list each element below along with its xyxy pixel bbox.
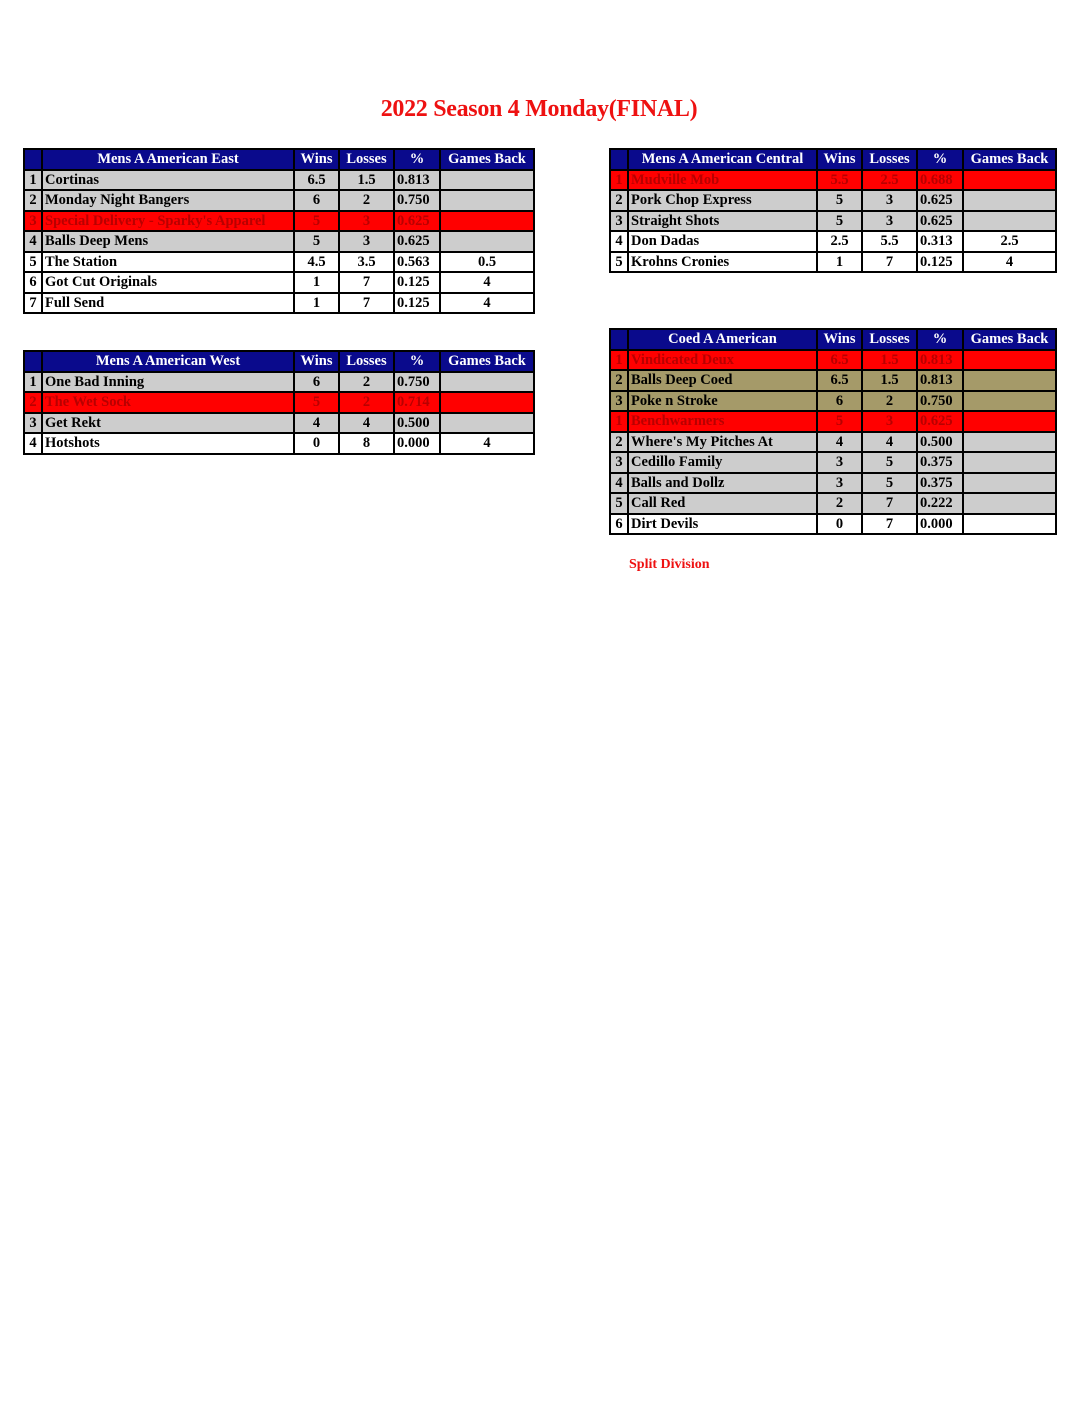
table-header xyxy=(24,351,534,372)
wins-cell: 6 xyxy=(817,391,862,412)
team-cell: Poke n Stroke xyxy=(628,391,817,412)
rank-cell: 1 xyxy=(24,372,42,393)
rank-cell: 5 xyxy=(610,252,628,273)
table-header xyxy=(24,149,534,170)
games-back-cell xyxy=(440,211,534,232)
table-row xyxy=(24,272,534,293)
standings-table-coed xyxy=(609,328,1057,535)
pct-cell: 0.625 xyxy=(394,211,440,232)
pct-cell: 0.125 xyxy=(394,272,440,293)
split-division-note: Split Division xyxy=(629,557,710,572)
games-back-cell: 4 xyxy=(440,433,534,454)
losses-cell: 3 xyxy=(862,190,917,211)
pct-cell: 0.750 xyxy=(394,372,440,393)
wins-cell: 5 xyxy=(817,190,862,211)
wins-cell: 5 xyxy=(817,411,862,432)
losses-cell: 7 xyxy=(339,293,394,314)
rank-cell: 7 xyxy=(24,293,42,314)
pct-cell: 0.813 xyxy=(917,350,963,371)
wins-cell: 1 xyxy=(817,252,862,273)
wins-cell: 2 xyxy=(817,493,862,514)
wins-cell: 5 xyxy=(294,392,339,413)
pct-header: % xyxy=(394,149,440,170)
team-cell: Krohns Cronies xyxy=(628,252,817,273)
rank-header xyxy=(24,149,42,170)
rank-cell: 1 xyxy=(610,411,628,432)
table-row xyxy=(610,350,1056,371)
table-row xyxy=(610,391,1056,412)
table-row xyxy=(24,413,534,434)
pct-cell: 0.375 xyxy=(917,452,963,473)
losses-header: Losses xyxy=(339,149,394,170)
rank-cell: 3 xyxy=(610,211,628,232)
team-cell: Where's My Pitches At xyxy=(628,432,817,453)
division-name: Mens A American East xyxy=(42,149,294,170)
wins-cell: 6.5 xyxy=(817,370,862,391)
rank-cell: 4 xyxy=(24,231,42,252)
table-row xyxy=(610,211,1056,232)
losses-cell: 3.5 xyxy=(339,252,394,273)
rank-cell: 3 xyxy=(24,413,42,434)
losses-cell: 7 xyxy=(339,272,394,293)
pct-cell: 0.375 xyxy=(917,473,963,494)
table-row xyxy=(24,252,534,273)
losses-cell: 8 xyxy=(339,433,394,454)
pct-header: % xyxy=(917,149,963,170)
wins-cell: 0 xyxy=(817,514,862,535)
wins-header: Wins xyxy=(294,351,339,372)
losses-header: Losses xyxy=(862,149,917,170)
wins-cell: 6 xyxy=(294,372,339,393)
games-back-cell xyxy=(963,493,1056,514)
table-row xyxy=(610,432,1056,453)
games-back-cell: 4 xyxy=(963,252,1056,273)
table-row xyxy=(24,170,534,191)
team-cell: Cortinas xyxy=(42,170,294,191)
wins-cell: 3 xyxy=(817,452,862,473)
games-back-cell xyxy=(440,170,534,191)
losses-cell: 5 xyxy=(862,473,917,494)
games-back-cell xyxy=(963,211,1056,232)
table-row xyxy=(610,411,1056,432)
games-back-cell xyxy=(963,452,1056,473)
games-back-cell xyxy=(963,350,1056,371)
pct-cell: 0.125 xyxy=(917,252,963,273)
rank-cell: 2 xyxy=(610,370,628,391)
table-row xyxy=(24,433,534,454)
team-cell: Got Cut Originals xyxy=(42,272,294,293)
rank-cell: 2 xyxy=(610,432,628,453)
games-back-cell xyxy=(963,432,1056,453)
pct-cell: 0.714 xyxy=(394,392,440,413)
wins-cell: 6.5 xyxy=(294,170,339,191)
games-back-cell xyxy=(963,514,1056,535)
team-cell: Vindicated Deux xyxy=(628,350,817,371)
pct-cell: 0.688 xyxy=(917,170,963,191)
standings-table-east xyxy=(23,148,535,314)
pct-cell: 0.000 xyxy=(917,514,963,535)
table-row xyxy=(24,293,534,314)
wins-cell: 5 xyxy=(294,211,339,232)
team-cell: One Bad Inning xyxy=(42,372,294,393)
wins-cell: 2.5 xyxy=(817,231,862,252)
pct-cell: 0.750 xyxy=(917,391,963,412)
table-row xyxy=(610,231,1056,252)
games-back-cell xyxy=(963,170,1056,191)
rank-cell: 3 xyxy=(610,391,628,412)
team-cell: Special Delivery - Sparky's Apparel xyxy=(42,211,294,232)
games-back-cell xyxy=(440,231,534,252)
rank-cell: 2 xyxy=(24,190,42,211)
wins-cell: 6 xyxy=(294,190,339,211)
losses-cell: 2 xyxy=(339,372,394,393)
games-back-cell: 2.5 xyxy=(963,231,1056,252)
team-cell: Get Rekt xyxy=(42,413,294,434)
team-cell: Balls Deep Coed xyxy=(628,370,817,391)
team-cell: Straight Shots xyxy=(628,211,817,232)
rank-cell: 2 xyxy=(610,190,628,211)
rank-cell: 6 xyxy=(24,272,42,293)
wins-cell: 1 xyxy=(294,272,339,293)
wins-header: Wins xyxy=(817,149,862,170)
table-row xyxy=(610,370,1056,391)
losses-cell: 3 xyxy=(862,411,917,432)
team-cell: The Wet Sock xyxy=(42,392,294,413)
wins-cell: 5 xyxy=(294,231,339,252)
losses-cell: 4 xyxy=(339,413,394,434)
losses-cell: 1.5 xyxy=(339,170,394,191)
losses-cell: 4 xyxy=(862,432,917,453)
rank-cell: 1 xyxy=(24,170,42,191)
losses-cell: 2 xyxy=(862,391,917,412)
team-cell: The Station xyxy=(42,252,294,273)
table-row xyxy=(610,170,1056,191)
games-back-cell: 4 xyxy=(440,293,534,314)
pct-cell: 0.625 xyxy=(917,411,963,432)
games-back-cell xyxy=(963,190,1056,211)
division-name: Coed A American xyxy=(628,329,817,350)
pct-cell: 0.625 xyxy=(917,190,963,211)
pct-header: % xyxy=(917,329,963,350)
losses-cell: 5 xyxy=(862,452,917,473)
table-row xyxy=(24,190,534,211)
wins-cell: 6.5 xyxy=(817,350,862,371)
rank-cell: 3 xyxy=(24,211,42,232)
rank-cell: 3 xyxy=(610,452,628,473)
table-header xyxy=(610,329,1056,350)
table-header xyxy=(610,149,1056,170)
rank-cell: 4 xyxy=(610,473,628,494)
wins-cell: 1 xyxy=(294,293,339,314)
pct-cell: 0.222 xyxy=(917,493,963,514)
page-title: 2022 Season 4 Monday(FINAL) xyxy=(380,96,698,122)
games-back-cell: 4 xyxy=(440,272,534,293)
games-back-cell xyxy=(440,413,534,434)
pct-cell: 0.750 xyxy=(394,190,440,211)
table-row xyxy=(610,493,1056,514)
wins-cell: 3 xyxy=(817,473,862,494)
rank-cell: 6 xyxy=(610,514,628,535)
losses-cell: 1.5 xyxy=(862,350,917,371)
team-cell: Mudville Mob xyxy=(628,170,817,191)
standings-table-west xyxy=(23,350,535,455)
games-back-header: Games Back xyxy=(963,329,1056,350)
losses-cell: 2 xyxy=(339,392,394,413)
wins-header: Wins xyxy=(817,329,862,350)
losses-cell: 7 xyxy=(862,514,917,535)
losses-cell: 7 xyxy=(862,493,917,514)
pct-header: % xyxy=(394,351,440,372)
pct-cell: 0.313 xyxy=(917,231,963,252)
team-cell: Dirt Devils xyxy=(628,514,817,535)
rank-header xyxy=(24,351,42,372)
rank-header xyxy=(610,329,628,350)
losses-header: Losses xyxy=(862,329,917,350)
table-row xyxy=(24,231,534,252)
games-back-cell xyxy=(440,392,534,413)
team-cell: Call Red xyxy=(628,493,817,514)
table-row xyxy=(610,252,1056,273)
losses-cell: 3 xyxy=(339,231,394,252)
games-back-header: Games Back xyxy=(440,351,534,372)
games-back-cell: 0.5 xyxy=(440,252,534,273)
table-row xyxy=(610,514,1056,535)
team-cell: Cedillo Family xyxy=(628,452,817,473)
table-row xyxy=(610,190,1056,211)
table-row xyxy=(24,372,534,393)
wins-cell: 5 xyxy=(817,211,862,232)
rank-cell: 5 xyxy=(610,493,628,514)
rank-cell: 1 xyxy=(610,170,628,191)
rank-cell: 2 xyxy=(24,392,42,413)
losses-cell: 5.5 xyxy=(862,231,917,252)
games-back-cell xyxy=(440,190,534,211)
wins-cell: 4 xyxy=(294,413,339,434)
losses-cell: 2.5 xyxy=(862,170,917,191)
games-back-header: Games Back xyxy=(963,149,1056,170)
team-cell: Don Dadas xyxy=(628,231,817,252)
games-back-header: Games Back xyxy=(440,149,534,170)
games-back-cell xyxy=(963,411,1056,432)
wins-cell: 4 xyxy=(817,432,862,453)
losses-header: Losses xyxy=(339,351,394,372)
wins-cell: 0 xyxy=(294,433,339,454)
table-row xyxy=(24,211,534,232)
losses-cell: 7 xyxy=(862,252,917,273)
team-cell: Pork Chop Express xyxy=(628,190,817,211)
pct-cell: 0.500 xyxy=(917,432,963,453)
losses-cell: 2 xyxy=(339,190,394,211)
table-row xyxy=(610,473,1056,494)
wins-cell: 5.5 xyxy=(817,170,862,191)
standings-table-central xyxy=(609,148,1057,273)
wins-header: Wins xyxy=(294,149,339,170)
pct-cell: 0.563 xyxy=(394,252,440,273)
pct-cell: 0.813 xyxy=(917,370,963,391)
team-cell: Balls Deep Mens xyxy=(42,231,294,252)
pct-cell: 0.625 xyxy=(917,211,963,232)
team-cell: Balls and Dollz xyxy=(628,473,817,494)
rank-header xyxy=(610,149,628,170)
games-back-cell xyxy=(963,391,1056,412)
division-name: Mens A American Central xyxy=(628,149,817,170)
pct-cell: 0.125 xyxy=(394,293,440,314)
table-row xyxy=(610,452,1056,473)
losses-cell: 1.5 xyxy=(862,370,917,391)
pct-cell: 0.000 xyxy=(394,433,440,454)
team-cell: Monday Night Bangers xyxy=(42,190,294,211)
pct-cell: 0.813 xyxy=(394,170,440,191)
pct-cell: 0.625 xyxy=(394,231,440,252)
losses-cell: 3 xyxy=(862,211,917,232)
team-cell: Benchwarmers xyxy=(628,411,817,432)
table-row xyxy=(24,392,534,413)
pct-cell: 0.500 xyxy=(394,413,440,434)
losses-cell: 3 xyxy=(339,211,394,232)
rank-cell: 5 xyxy=(24,252,42,273)
rank-cell: 4 xyxy=(24,433,42,454)
games-back-cell xyxy=(963,370,1056,391)
games-back-cell xyxy=(440,372,534,393)
team-cell: Full Send xyxy=(42,293,294,314)
rank-cell: 1 xyxy=(610,350,628,371)
games-back-cell xyxy=(963,473,1056,494)
rank-cell: 4 xyxy=(610,231,628,252)
wins-cell: 4.5 xyxy=(294,252,339,273)
team-cell: Hotshots xyxy=(42,433,294,454)
division-name: Mens A American West xyxy=(42,351,294,372)
